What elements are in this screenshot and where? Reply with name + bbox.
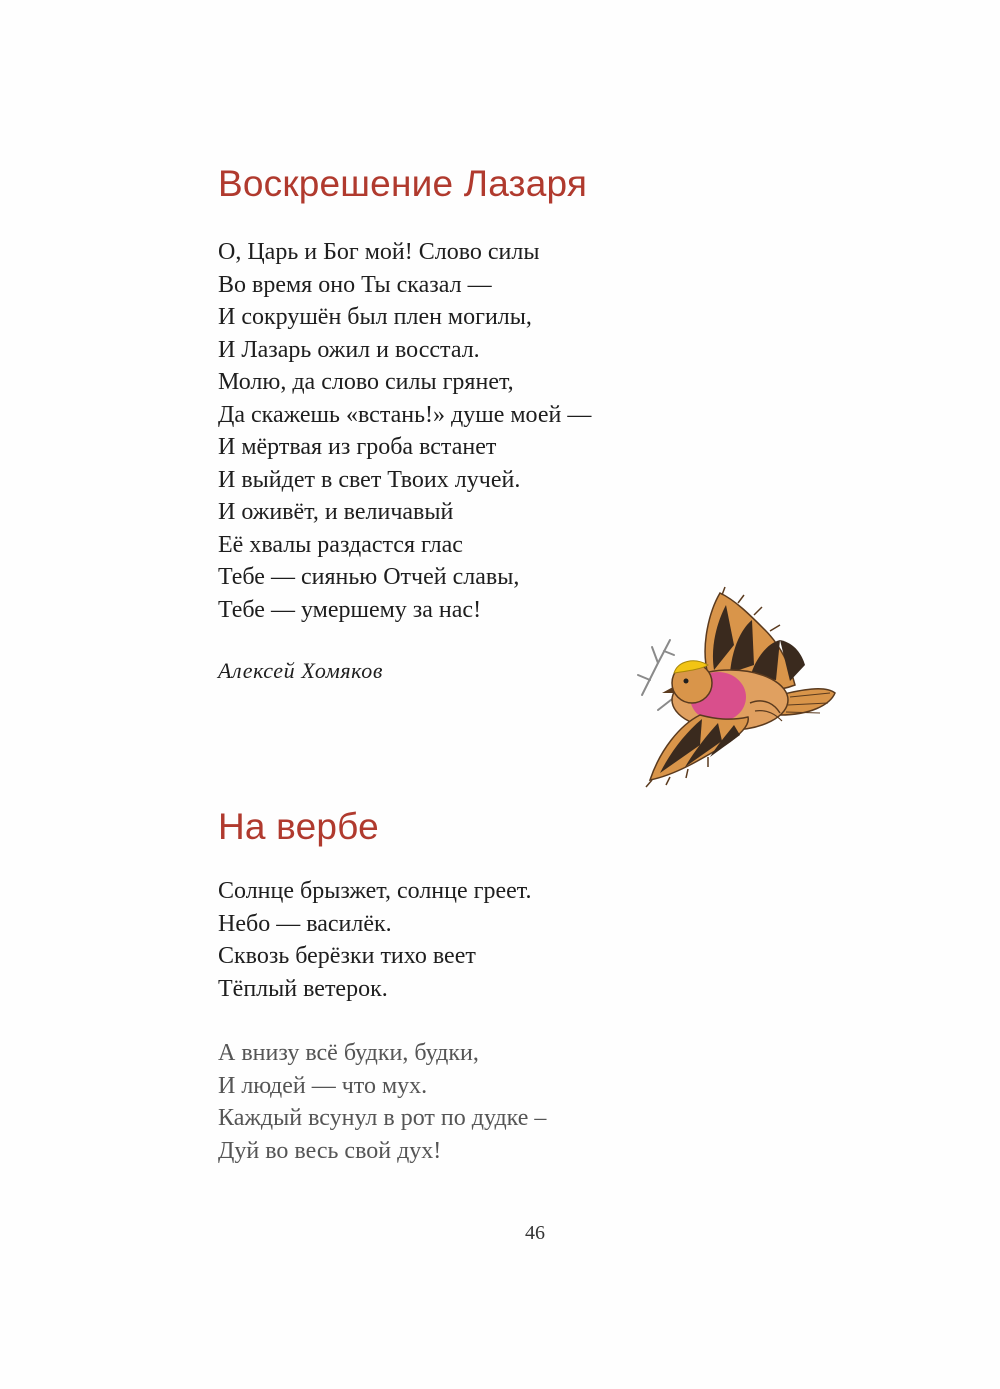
poem-line: И Лазарь ожил и восстал.	[218, 336, 480, 363]
poem-line: Тёплый ветерок.	[218, 975, 388, 1002]
poem-line: Дуй во весь свой дух!	[218, 1137, 442, 1164]
poem-line: О, Царь и Бог мой! Слово силы	[218, 239, 540, 265]
poem-line: И людей — что мух.	[218, 1072, 428, 1099]
poem-line: Да скажешь «встань!» душе моей —	[218, 401, 592, 428]
poem2-stanza-2	[218, 1037, 546, 1167]
poem-line: И выйдет в свет Твоих лучей.	[218, 466, 521, 493]
poem-line: Каждый всунул в рот по дудке –	[218, 1105, 547, 1131]
poem-line: Солнце брызжет, солнце греет.	[218, 878, 532, 904]
bird-with-twig-icon	[630, 585, 845, 790]
poem-line: Тебе — умершему за нас!	[218, 596, 482, 623]
poem-line: А внизу всё будки, будки,	[218, 1040, 479, 1066]
poem-line: Молю, да слово силы грянет,	[218, 369, 514, 395]
poem-line: Сквозь берёзки тихо веет	[218, 943, 476, 969]
poem2-title: На вербе	[218, 806, 379, 847]
poem-line: Её хвалы раздастся глас	[218, 531, 463, 558]
poem-line: Тебе — сиянью Отчей славы,	[218, 564, 520, 590]
poem-line: И мёртвая из гроба встанет	[218, 434, 497, 460]
poem1-stanza	[218, 236, 591, 626]
poem-line: И сокрушён был плен могилы,	[218, 304, 532, 330]
bird-head-illustration	[662, 661, 712, 703]
poem2-stanza-1	[218, 875, 531, 1005]
page-number: 46	[525, 1222, 545, 1244]
poem-line: И оживёт, и величавый	[218, 499, 454, 525]
lower-wing-illustration	[646, 715, 748, 787]
poem-line: Небо — василёк.	[218, 910, 392, 937]
poem1-title: Воскрешение Лазаря	[218, 163, 588, 204]
poem1-author: Алексей Хомяков	[218, 658, 383, 683]
poem-line: Во время оно Ты сказал —	[218, 271, 492, 298]
